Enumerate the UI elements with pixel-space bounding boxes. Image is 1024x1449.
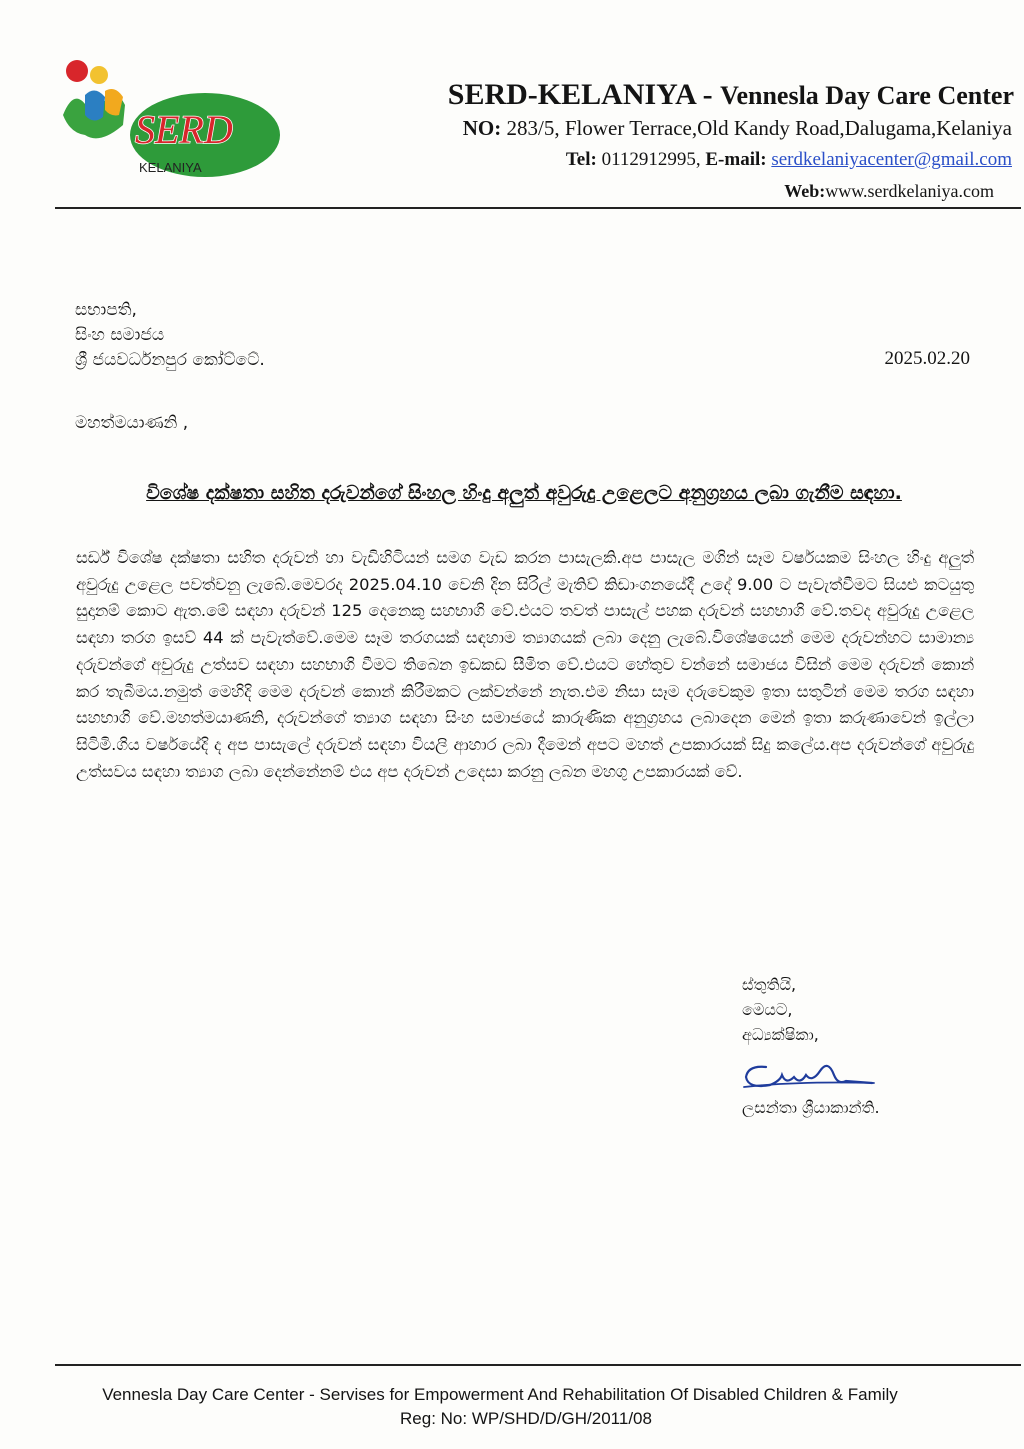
recipient-line: ශ්‍රී ජයවර්ධනපුර කෝට්ටේ. <box>75 350 265 370</box>
footer-divider <box>55 1364 1021 1366</box>
tel-label: Tel: <box>565 149 597 170</box>
web-link[interactable]: www.serdkelaniya.com <box>825 181 994 201</box>
org-title: SERD-KELANIYA <box>447 78 696 111</box>
address-label: NO: <box>462 116 502 140</box>
recipient-line: සිංහ සමාජය <box>75 325 165 345</box>
header-divider <box>55 207 1021 209</box>
footer-org-line: Vennesla Day Care Center - Servises for Empowerment And Rehabilitation Of Disabled Children & Family <box>102 1385 898 1404</box>
tel-value: 0112912995, <box>596 149 706 170</box>
salutation: මහත්මයාණනි , <box>75 413 189 433</box>
letter-body: සර්ඩ් විශේෂ දක්ෂතා සහිත දරුවන් හා වැඩිහිටියන් සමග වැඩ කරන පාසැලකි.අප පාසැල මගින් සෑම වර්ෂයකම සිංහල හිංදු අලුත් අවුරුදු උළෙල පවත්වනු ලැබේ.මෙවරද 2025.04.10 වෙනි දින සිරිල් මැතිව් කිඩාංගනයේදී උදේ 9.00 ට පැවැත්වීමට සියළු කටයුතු සුදානම් කොට ඇත.මේ සඳහා දරුවන් 125 දෙනෙකු සහභාගි වේ.එයට තවත් පාසැල් පහක දරුවන් සහභාගි වේ.තවද අවුරුදු උළෙල සඳහා තරග ඉසව් 44 ක් පැවැත්වේ.මෙම සෑම තරගයක් සඳහාම ත්‍යාගයක් ලබා දෙනු ලැබේ.විශේෂයෙන් මෙම දරුවන්හට සාමාන්‍ය දරුවන්ගේ අවුරුදු උත්සව සඳහා සහභාගි වීමට තිබෙන ඉඩකඩ සීමිත වේ.එයට හේතුව වන්නේ සමාජය විසින් මෙම දරුවන් කොන් කර තැබීමය.නමුත් මෙහිදි මෙම දරුවන් කොන් කිරීමකට ලක්වන්නේ නැත.එම නිසා සෑම දරුවෙකුම ඉතා සතුටින් මෙම තරග සඳහා සහභාගි වේ.මහත්මයාණනි, දරුවන්ගේ ත්‍යාග සඳහා සිංහ සමාජයේ කාරුණික අනුග්‍රහය ලබාදෙන මෙන් ඉතා කරුණාවෙන් ඉල්ලා සිටිමි.ගිය වර්ෂයේදි ද අප පාසැලේ දරුවන් සඳහා වියලි ආහාර ලබා දීමෙන් අපට මහත් උපකාරයක් සිදු කලේය.අප දරුවන්ගේ අවුරුදු උත්සවය සඳහා ත්‍යාග ලබා දෙන්නේනම් එය අප දරුවන් උදෙසා කරනු ලබන මහගු උපකාරයක් වේ. <box>76 548 974 781</box>
closing-line: අධ්‍යක්ෂිකා, <box>742 1025 819 1044</box>
web-line <box>784 181 994 202</box>
logo-place-text: KELANIYA <box>139 160 202 175</box>
closing-line: මෙයට, <box>742 1000 793 1019</box>
address-value: 283/5, Flower Terrace,Old Kandy Road,Dalugama,Kelaniya <box>501 116 1012 140</box>
letter-date: 2025.02.20 <box>884 348 970 369</box>
org-separator: - <box>695 78 721 111</box>
address-line <box>463 116 1012 141</box>
recipient-line: සභාපති, <box>75 300 137 320</box>
signature <box>738 1045 878 1095</box>
contact-line <box>566 149 1012 171</box>
email-label: E-mail: <box>705 149 767 170</box>
logo-brand-text: SERD <box>135 107 233 152</box>
signer-name: ලසන්තා ශ්‍රීයාකාන්ති. <box>742 1098 880 1117</box>
closing-line: ස්තුතියි, <box>742 975 797 994</box>
email-link[interactable]: serdkelaniyacenter@gmail.com <box>771 149 1012 170</box>
org-name <box>448 78 1014 112</box>
center-name: Vennesla Day Care Center <box>720 81 1014 110</box>
letter-subject: විශේෂ දක්ෂතා සහිත දරුවන්ගේ සිංහල හිංදු අලුත් අවුරුදු උළෙලට අනුග්‍රහය ලබා ගැනීම සඳහා. <box>146 482 902 504</box>
recipient-block <box>75 298 265 373</box>
serd-logo <box>55 55 285 185</box>
closing-block <box>742 972 819 1047</box>
web-label: Web: <box>784 181 826 201</box>
footer-registration: Reg: No: WP/SHD/D/GH/2011/08 <box>400 1409 652 1428</box>
